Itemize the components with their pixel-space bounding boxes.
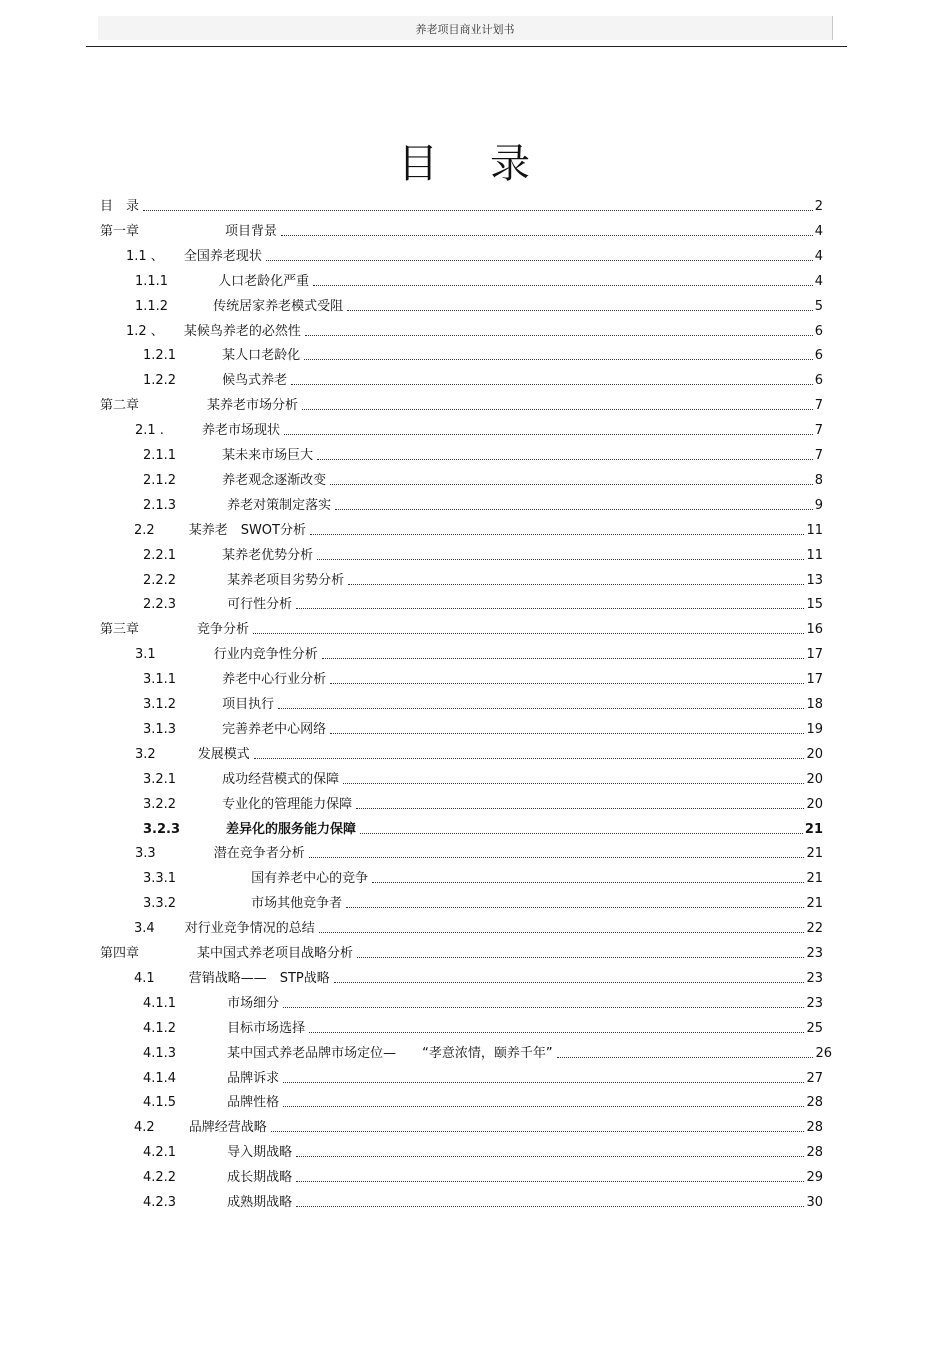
toc-entry-page-number: 8 xyxy=(814,472,823,488)
toc-entry-number: 2.2 xyxy=(134,522,155,538)
toc-entry-page-number: 4 xyxy=(814,223,823,239)
dot-leader xyxy=(330,683,804,684)
toc-entry-label: 营销战略—— STP战略 xyxy=(188,970,330,986)
toc-entry-number: 2.1.3 xyxy=(143,497,177,513)
toc-entry[interactable] xyxy=(143,342,823,364)
toc-entry-page-number: 4 xyxy=(814,248,823,264)
toc-entry-number: 3.2.1 xyxy=(143,771,177,787)
toc-entry-page-number: 15 xyxy=(806,597,823,613)
toc-entry[interactable] xyxy=(135,417,823,439)
toc-entry-page-number: 23 xyxy=(806,946,823,961)
toc-entry[interactable] xyxy=(143,766,823,788)
toc-entry[interactable] xyxy=(100,218,823,240)
toc-entry-page-number: 19 xyxy=(806,721,823,737)
dot-leader xyxy=(322,658,805,659)
toc-entry-label: 品牌经营战略 xyxy=(188,1120,267,1136)
toc-entry[interactable] xyxy=(143,691,823,713)
dot-leader xyxy=(319,932,805,933)
toc-entry-number: 第三章 xyxy=(100,622,140,638)
dot-leader xyxy=(335,509,813,510)
toc-entry-number: 第一章 xyxy=(100,223,140,239)
toc-entry-number: 4.1.5 xyxy=(143,1095,177,1111)
toc-entry-number: 3.3 xyxy=(135,846,156,862)
toc-entry-number: 1.1.1 xyxy=(135,273,169,289)
toc-entry-label: 项目背景 xyxy=(225,223,278,239)
toc-entry[interactable] xyxy=(143,1189,823,1211)
toc-entry-page-number: 28 xyxy=(806,1145,823,1161)
toc-entry[interactable] xyxy=(100,940,823,962)
toc-entry-number: 4.2.2 xyxy=(143,1170,177,1186)
toc-entry-page-number: 2 xyxy=(814,199,823,214)
toc-entry-label: 某养老项目劣势分析 xyxy=(227,572,345,588)
toc-entry-page-number: 17 xyxy=(806,672,823,688)
toc-entry[interactable] xyxy=(143,367,823,389)
toc-entry[interactable] xyxy=(143,865,823,887)
dot-leader xyxy=(271,1131,805,1132)
toc-entry-number: 1.2.2 xyxy=(143,373,177,389)
dot-leader xyxy=(253,633,804,634)
toc-entry-number: 3.1 xyxy=(135,647,156,663)
dot-leader xyxy=(281,235,813,236)
dot-leader xyxy=(304,359,813,360)
toc-entry-page-number: 11 xyxy=(806,522,823,538)
toc-entry-page-number: 5 xyxy=(814,298,823,314)
running-header-title: 养老项目商业计划书 xyxy=(415,23,515,36)
toc-entry-page-number: 20 xyxy=(806,796,823,812)
toc-entry-number: 2.1 . xyxy=(135,423,164,439)
toc-entry-label: 某养老市场分析 xyxy=(207,398,299,414)
dot-leader xyxy=(334,982,805,983)
toc-entry-page-number: 25 xyxy=(806,1020,823,1036)
toc-entry[interactable] xyxy=(126,318,823,340)
toc-entry-page-number: 6 xyxy=(814,373,823,389)
toc-entry-number: 1.2.1 xyxy=(143,348,177,364)
dot-leader xyxy=(296,1181,804,1182)
toc-entry-label: 差异化的服务能力保障 xyxy=(226,821,357,837)
toc-entry-number: 4.1 xyxy=(134,970,155,986)
dot-leader xyxy=(143,210,813,211)
dot-leader xyxy=(346,907,804,908)
toc-entry-label: 候鸟式养老 xyxy=(222,373,288,389)
toc-entry-page-number: 23 xyxy=(806,970,823,986)
toc-entry-page-number: 30 xyxy=(806,1195,823,1210)
toc-entry[interactable] xyxy=(135,741,823,763)
toc-entry-label: 竞争分析 xyxy=(197,622,250,638)
toc-entry-page-number: 7 xyxy=(814,448,823,463)
toc-entry-number: 1.1 、 xyxy=(126,248,164,264)
toc-entry-page-number: 4 xyxy=(814,273,823,289)
toc-entry-page-number: 18 xyxy=(806,697,823,712)
toc-entry[interactable] xyxy=(143,591,823,613)
toc-entry-label: 某人口老龄化 xyxy=(222,348,301,364)
toc-entry-page-number: 6 xyxy=(814,348,823,364)
toc-entry-number: 3.2.3 xyxy=(143,821,181,837)
toc-entry-label: 某候鸟养老的必然性 xyxy=(183,323,301,339)
toc-entry[interactable] xyxy=(143,1015,823,1037)
toc-entry-label: 养老中心行业分析 xyxy=(222,672,327,688)
toc-entry-number: 1.1.2 xyxy=(135,298,169,314)
toc-entry-label: 某中国式养老品牌市场定位— “孝意浓情，颐养千年” xyxy=(227,1045,553,1061)
toc-entry-number: 3.1.3 xyxy=(143,721,177,737)
toc-entry-label: 潜在竞争者分析 xyxy=(213,846,305,862)
toc-entry-number: 4.1.3 xyxy=(143,1045,177,1061)
dot-leader xyxy=(284,434,813,435)
toc-entry-page-number: 21 xyxy=(804,821,823,837)
toc-entry-number: 3.1.2 xyxy=(143,697,177,712)
toc-entry-number: 3.1.1 xyxy=(143,672,177,688)
toc-entry-label: 目标市场选择 xyxy=(227,1020,306,1036)
toc-entry-page-number: 29 xyxy=(806,1170,823,1186)
toc-entry-label: 成长期战略 xyxy=(227,1170,293,1186)
dot-leader xyxy=(309,1032,804,1033)
toc-entry[interactable] xyxy=(143,990,823,1012)
toc-entry-page-number: 7 xyxy=(814,423,823,439)
toc-entry[interactable] xyxy=(143,567,823,589)
toc-entry-number: 3.2.2 xyxy=(143,796,177,812)
toc-entry-page-number: 9 xyxy=(814,497,823,513)
toc-entry-number: 2.2.3 xyxy=(143,597,177,613)
dot-leader xyxy=(557,1057,814,1058)
dot-leader xyxy=(283,1007,804,1008)
toc-entry[interactable] xyxy=(143,816,823,838)
toc-entry-number: 4.1.2 xyxy=(143,1020,177,1036)
toc-entry[interactable] xyxy=(126,243,823,265)
toc-entry-label: 养老对策制定落实 xyxy=(227,497,332,513)
toc-entry-label: 某中国式养老项目战略分析 xyxy=(197,946,354,961)
toc-entry-number: 3.4 xyxy=(134,921,155,937)
toc-entry[interactable] xyxy=(134,1114,823,1136)
toc-entry-page-number: 22 xyxy=(806,921,823,937)
dot-leader xyxy=(310,534,804,535)
toc-entry-page-number: 16 xyxy=(806,622,823,638)
toc-entry[interactable] xyxy=(100,616,823,638)
toc-entry-number: 3.3.1 xyxy=(143,871,177,887)
dot-leader xyxy=(254,758,805,759)
toc-entry-number: 第二章 xyxy=(100,398,140,414)
dot-leader xyxy=(291,384,813,385)
dot-leader xyxy=(330,733,804,734)
dot-leader xyxy=(313,285,813,286)
toc-entry-label: 国有养老中心的竞争 xyxy=(251,871,369,887)
toc-entry-label: 成熟期战略 xyxy=(227,1195,293,1210)
toc-entry[interactable] xyxy=(143,791,823,813)
dot-leader xyxy=(348,584,804,585)
toc-entry-page-number: 23 xyxy=(806,995,823,1011)
toc-entry-label: 养老市场现状 xyxy=(201,423,280,439)
toc-entry-page-number: 21 xyxy=(806,846,823,862)
dot-leader xyxy=(296,608,804,609)
toc-entry-label: 传统居家养老模式受阻 xyxy=(213,298,344,314)
toc-entry-label: 全国养老现状 xyxy=(183,248,262,264)
toc-entry[interactable] xyxy=(143,1040,832,1062)
toc-entry-label: 品牌性格 xyxy=(227,1095,280,1111)
toc-entry[interactable] xyxy=(143,716,823,738)
dot-leader xyxy=(302,409,813,410)
toc-entry-label: 行业内竞争性分析 xyxy=(213,647,318,663)
toc-entry-label: 项目执行 xyxy=(222,697,275,712)
dot-leader xyxy=(266,260,813,261)
toc-entry-page-number: 13 xyxy=(806,572,823,588)
toc-entry[interactable] xyxy=(143,492,823,514)
toc-entry-number: 2.1.2 xyxy=(143,472,177,488)
toc-entry-number: 第四章 xyxy=(100,946,140,961)
toc-entry[interactable] xyxy=(143,1139,823,1161)
toc-entry-label: 某未来市场巨大 xyxy=(222,448,314,463)
toc-entry-label: 专业化的管理能力保障 xyxy=(222,796,353,812)
toc-entry-page-number: 7 xyxy=(814,398,823,414)
toc-entry-label: 市场细分 xyxy=(227,995,280,1011)
toc-entry[interactable] xyxy=(143,542,823,564)
toc-entry-label: 某养老优势分析 xyxy=(222,547,314,563)
dot-leader xyxy=(309,857,805,858)
toc-entry-number: 目 录 xyxy=(100,199,140,214)
toc-entry-number: 1.2 、 xyxy=(126,323,164,339)
toc-entry[interactable] xyxy=(143,467,823,489)
toc-entry-label: 品牌诉求 xyxy=(227,1070,280,1086)
toc-entry-label: 完善养老中心网络 xyxy=(222,721,327,737)
toc-entry[interactable] xyxy=(135,268,823,290)
toc-entry-page-number: 11 xyxy=(806,547,823,563)
dot-leader xyxy=(283,1106,804,1107)
toc-entry[interactable] xyxy=(135,293,823,315)
toc-entry[interactable] xyxy=(135,641,823,663)
toc-entry-number: 2.2.1 xyxy=(143,547,177,563)
toc-entry-number: 3.2 xyxy=(135,746,156,762)
toc-entry-label: 养老观念逐渐改变 xyxy=(222,472,327,488)
dot-leader xyxy=(296,1206,804,1207)
toc-entry[interactable] xyxy=(134,965,823,987)
dot-leader xyxy=(360,833,803,834)
toc-entry-page-number: 6 xyxy=(814,323,823,339)
toc-entry-number: 2.1.1 xyxy=(143,448,177,463)
toc-entry[interactable] xyxy=(134,915,823,937)
toc-entry[interactable] xyxy=(143,1065,823,1087)
page-title: 目录 xyxy=(398,141,582,187)
toc-entry-page-number: 20 xyxy=(806,771,823,787)
dot-leader xyxy=(330,484,813,485)
toc-entry-number: 4.2.3 xyxy=(143,1195,177,1210)
toc-entry-label: 某养老 SWOT分析 xyxy=(188,522,306,538)
dot-leader xyxy=(343,783,804,784)
toc-entry[interactable] xyxy=(143,442,823,464)
toc-entry-page-number: 26 xyxy=(815,1045,832,1061)
toc-entry-number: 4.1.4 xyxy=(143,1070,177,1086)
toc-entry[interactable] xyxy=(134,517,823,539)
toc-entry-number: 3.3.2 xyxy=(143,896,177,912)
toc-entry-label: 对行业竞争情况的总结 xyxy=(184,921,315,937)
dot-leader xyxy=(305,335,813,336)
toc-entry-label: 导入期战略 xyxy=(227,1145,293,1161)
dot-leader xyxy=(317,559,804,560)
toc-entry-label: 人口老龄化严重 xyxy=(218,273,310,289)
dot-leader xyxy=(278,708,804,709)
toc-entry[interactable] xyxy=(143,666,823,688)
toc-entry-number: 2.2.2 xyxy=(143,572,177,588)
toc-entry-number: 4.1.1 xyxy=(143,995,177,1011)
dot-leader xyxy=(317,459,813,460)
toc-entry-label: 发展模式 xyxy=(197,746,250,762)
toc-entry-label: 市场其他竞争者 xyxy=(251,896,343,912)
toc-entry-page-number: 27 xyxy=(806,1070,823,1086)
toc-entry-page-number: 17 xyxy=(806,647,823,663)
toc-entry[interactable] xyxy=(100,392,823,414)
dot-leader xyxy=(372,882,804,883)
toc-entry-page-number: 28 xyxy=(806,1095,823,1111)
toc-entry[interactable] xyxy=(100,193,823,215)
toc-entry-page-number: 21 xyxy=(806,871,823,887)
dot-leader xyxy=(283,1082,804,1083)
dot-leader xyxy=(357,957,804,958)
toc-entry[interactable] xyxy=(143,1164,823,1186)
running-header xyxy=(98,16,833,40)
dot-leader xyxy=(347,310,813,311)
toc-entry-page-number: 20 xyxy=(806,746,823,762)
toc-entry-number: 4.2.1 xyxy=(143,1145,177,1161)
toc-entry[interactable] xyxy=(135,840,823,862)
toc-entry-label: 成功经营模式的保障 xyxy=(222,771,340,787)
toc-entry[interactable] xyxy=(143,1089,823,1111)
dot-leader xyxy=(356,808,804,809)
toc-entry-label: 可行性分析 xyxy=(227,597,293,613)
toc-entry[interactable] xyxy=(143,890,823,912)
dot-leader xyxy=(296,1156,804,1157)
toc-entry-page-number: 28 xyxy=(806,1120,823,1136)
toc-entry-number: 4.2 xyxy=(134,1120,155,1136)
header-rule xyxy=(86,46,847,47)
toc-entry-page-number: 21 xyxy=(806,896,823,912)
